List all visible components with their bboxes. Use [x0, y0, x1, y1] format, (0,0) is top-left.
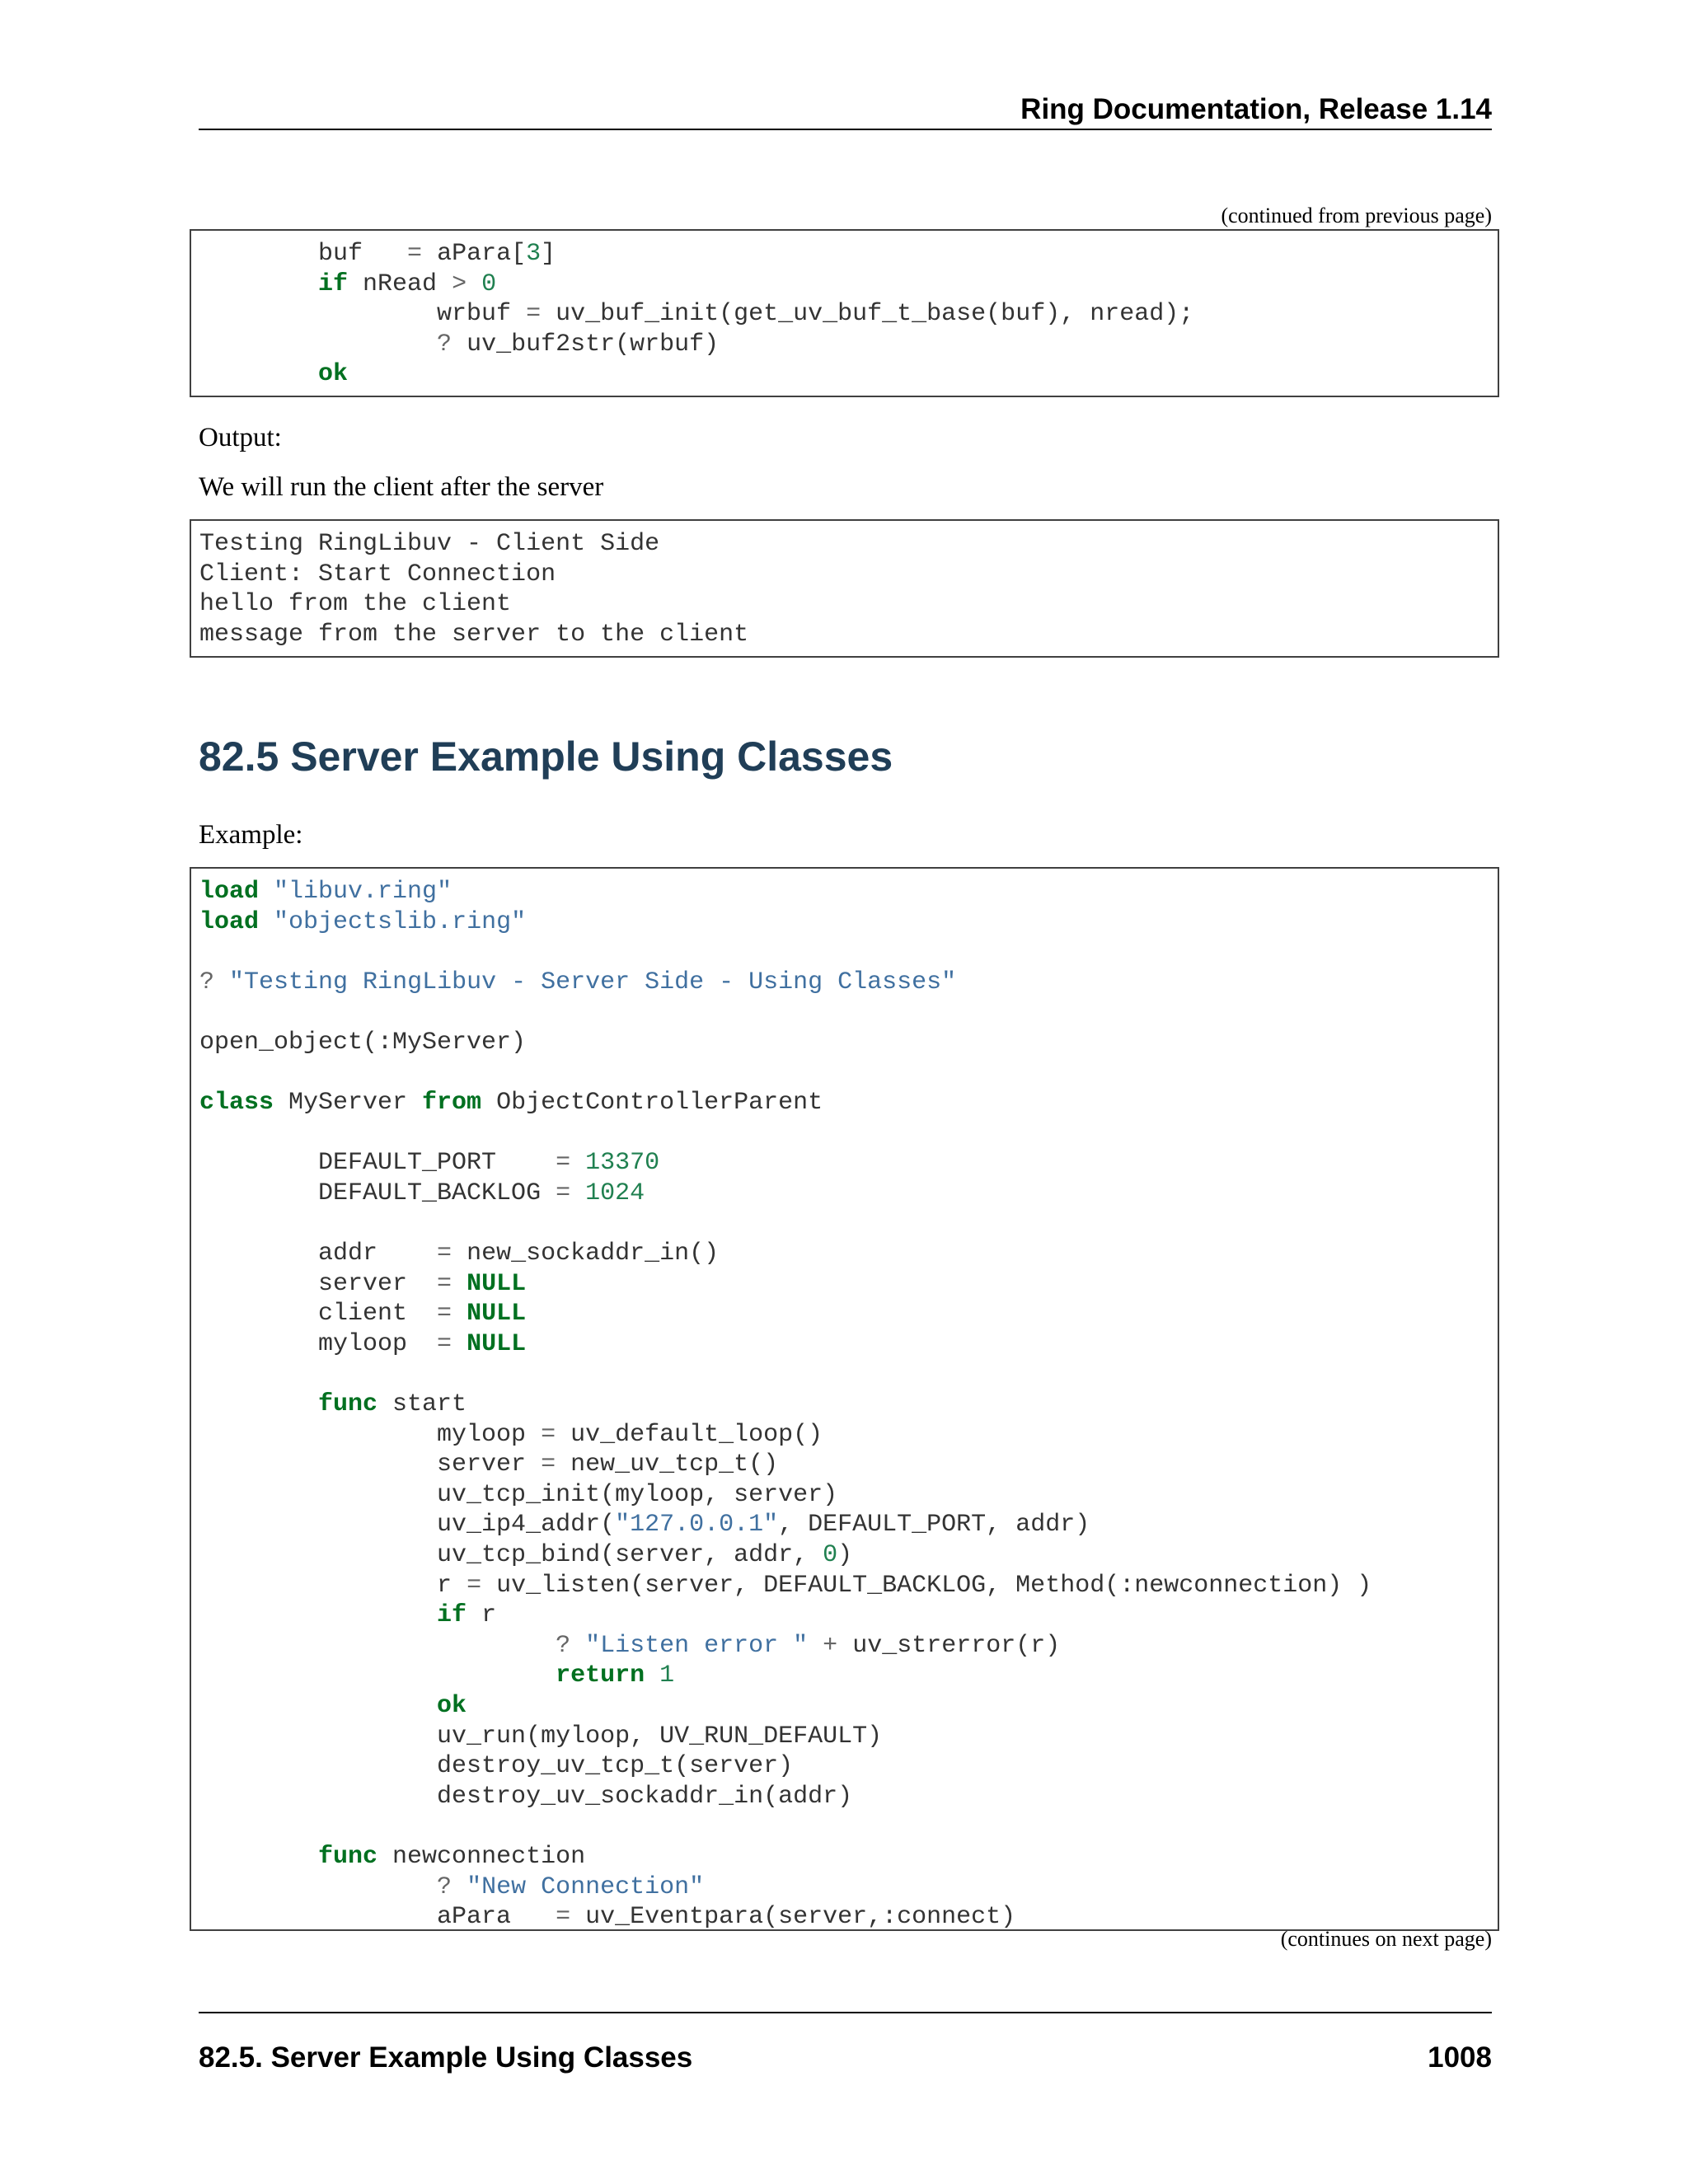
code-token: 1024: [585, 1179, 645, 1207]
code-token: uv_ip4_addr(: [199, 1511, 616, 1540]
code-line: [199, 269, 1193, 300]
code-line: [199, 1118, 1372, 1149]
output-block-content: [199, 529, 748, 649]
footer-page-number: 1008: [1428, 2041, 1492, 2074]
section-heading: 82.5 Server Example Using Classes: [199, 733, 893, 780]
code-line: [199, 1209, 1372, 1240]
code-line: [199, 997, 1372, 1028]
code-line: [199, 1751, 1372, 1782]
code-token: buf: [199, 240, 408, 268]
code-token: ]: [541, 240, 556, 268]
code-line: [199, 877, 1372, 907]
code-line: [199, 529, 748, 560]
code-token: uv_buf_init(get_uv_buf_t_base(buf), nread);: [541, 300, 1194, 329]
code-token: Testing RingLibuv - Client Side: [199, 530, 660, 558]
code-token: if: [437, 1601, 467, 1630]
code-token: from: [422, 1089, 482, 1118]
code-token: class: [199, 1089, 274, 1118]
code-token: myloop: [199, 1420, 542, 1449]
code-line: [199, 1329, 1372, 1360]
code-line: [199, 1661, 1372, 1691]
continued-from-note: (continued from previous page): [1221, 204, 1492, 227]
code-block-2: [190, 867, 1499, 1931]
code-token: NULL: [467, 1329, 527, 1358]
code-token: start: [377, 1390, 467, 1419]
code-token: [199, 1601, 437, 1629]
code-token: ok: [437, 1692, 467, 1721]
footer-rule: [199, 2012, 1492, 2013]
code-line: [199, 1148, 1372, 1179]
code-token: func: [318, 1843, 378, 1871]
code-line: [199, 1360, 1372, 1390]
code-line: [199, 1722, 1372, 1752]
code-token: [214, 968, 229, 996]
code-line: [199, 589, 748, 620]
code-token: r: [467, 1601, 497, 1630]
code-token: =: [437, 1329, 452, 1358]
document-header-title: Ring Documentation, Release 1.14: [1020, 93, 1492, 125]
code-token: [199, 1692, 437, 1720]
code-line: [199, 1540, 1372, 1571]
code-line: [199, 1902, 1372, 1933]
code-token: =: [541, 1451, 556, 1479]
code-token: r: [199, 1571, 467, 1600]
code-token: uv_tcp_init(myloop, server): [199, 1480, 838, 1509]
code-token: , DEFAULT_PORT, addr): [778, 1511, 1090, 1540]
code-token: "Listen error ": [585, 1631, 809, 1660]
continues-on-note: (continues on next page): [1280, 1927, 1492, 1951]
code-token: [808, 1632, 823, 1660]
code-token: [199, 1390, 318, 1418]
code-line: [199, 1480, 1372, 1511]
code-line: [199, 1179, 1372, 1209]
code-token: load: [199, 878, 260, 906]
code-token: 0: [823, 1541, 838, 1570]
code-token: [570, 1632, 585, 1660]
code-token: uv_listen(server, DEFAULT_BACKLOG, Method(:newconnection) ): [481, 1571, 1372, 1600]
code-token: 3: [526, 240, 542, 268]
code-token: server: [199, 1269, 438, 1298]
code-token: destroy_uv_sockaddr_in(addr): [199, 1782, 853, 1811]
code-token: =: [407, 240, 423, 268]
output-description: We will run the client after the server: [199, 472, 604, 502]
code-token: addr: [199, 1240, 438, 1268]
code-token: destroy_uv_tcp_t(server): [199, 1752, 794, 1781]
code-line: [199, 1239, 1372, 1269]
code-token: nRead: [348, 269, 452, 298]
code-line: [199, 299, 1193, 330]
code-token: [199, 1873, 437, 1901]
code-token: [199, 270, 318, 298]
code-token: "127.0.0.1": [615, 1511, 779, 1540]
code-token: +: [823, 1631, 838, 1660]
code-token: =: [437, 1300, 452, 1329]
code-token: ok: [318, 360, 349, 389]
code-token: uv_tcp_bind(server, addr,: [199, 1541, 823, 1570]
code-token: message from the server to the client: [199, 620, 749, 649]
code-token: [199, 1661, 556, 1690]
code-token: [452, 1873, 467, 1901]
code-token: [199, 360, 318, 388]
code-line: [199, 359, 1193, 390]
code-token: NULL: [467, 1269, 527, 1298]
code-token: return: [556, 1661, 645, 1690]
code-line: [199, 1390, 1372, 1420]
code-line: [199, 1631, 1372, 1661]
code-token: 13370: [585, 1149, 660, 1178]
code-token: "Testing RingLibuv - Server Side - Using Classes": [229, 968, 957, 996]
footer-section-title: 82.5. Server Example Using Classes: [199, 2041, 693, 2074]
code-token: hello from the client: [199, 590, 512, 619]
code-token: uv_default_loop(): [556, 1420, 823, 1449]
code-token: [645, 1661, 659, 1690]
example-label: Example:: [199, 820, 303, 850]
code-line: [199, 1782, 1372, 1812]
code-line: [199, 1872, 1372, 1903]
code-token: "New Connection": [467, 1872, 705, 1901]
code-line: [199, 1510, 1372, 1540]
code-token: wrbuf: [199, 300, 527, 329]
code-block-1-content: [199, 239, 1193, 390]
code-line: [199, 937, 1372, 968]
code-token: ?: [437, 1872, 452, 1901]
code-line: [199, 1842, 1372, 1872]
code-line: [199, 1269, 1372, 1300]
code-line: [199, 1691, 1372, 1722]
code-token: ?: [199, 968, 215, 996]
code-token: [199, 1632, 556, 1660]
code-token: =: [556, 1149, 571, 1178]
code-line: [199, 907, 1372, 938]
code-token: Client: Start Connection: [199, 560, 556, 588]
code-token: myloop: [199, 1329, 438, 1358]
code-token: =: [541, 1420, 556, 1449]
code-token: =: [437, 1240, 452, 1268]
code-token: ObjectControllerParent: [481, 1089, 823, 1118]
code-token: =: [437, 1269, 452, 1298]
code-token: new_uv_tcp_t(): [556, 1451, 779, 1479]
code-token: =: [556, 1179, 571, 1207]
code-line: [199, 330, 1193, 360]
code-token: server: [199, 1451, 542, 1479]
code-token: ?: [437, 330, 452, 359]
code-token: [452, 1300, 467, 1328]
code-line: [199, 1601, 1372, 1631]
code-token: [467, 270, 481, 298]
code-token: load: [199, 907, 260, 936]
code-token: open_object(:MyServer): [199, 1028, 527, 1057]
code-line: [199, 620, 748, 650]
code-token: ?: [556, 1631, 571, 1660]
code-block-1: [190, 229, 1499, 397]
code-line: [199, 239, 1193, 269]
code-line: [199, 1571, 1372, 1601]
code-token: func: [318, 1390, 378, 1419]
code-token: DEFAULT_BACKLOG: [199, 1179, 556, 1207]
code-token: [452, 1330, 467, 1358]
code-line: [199, 1028, 1372, 1058]
code-token: newconnection: [377, 1843, 586, 1871]
code-token: [199, 330, 437, 359]
code-line: [199, 1420, 1372, 1451]
code-token: ): [837, 1541, 853, 1570]
code-line: [199, 968, 1372, 998]
code-line: [199, 1450, 1372, 1480]
code-token: aPara[: [422, 240, 527, 268]
header-rule: [199, 129, 1492, 130]
code-token: new_sockaddr_in(): [452, 1240, 720, 1268]
code-token: aPara: [199, 1903, 556, 1932]
code-token: 0: [481, 269, 497, 298]
code-token: [259, 908, 274, 936]
code-token: "libuv.ring": [274, 878, 452, 906]
code-token: 1: [659, 1661, 675, 1690]
code-token: [570, 1149, 585, 1177]
code-token: if: [318, 269, 349, 298]
code-token: [570, 1179, 585, 1207]
code-token: uv_run(myloop, UV_RUN_DEFAULT): [199, 1722, 883, 1750]
code-token: NULL: [467, 1300, 527, 1329]
code-token: [199, 1843, 318, 1871]
code-line: [199, 1088, 1372, 1118]
code-token: =: [467, 1571, 482, 1600]
output-block: [190, 519, 1499, 658]
code-line: [199, 1058, 1372, 1089]
code-token: >: [452, 269, 467, 298]
code-token: =: [526, 300, 542, 329]
code-token: DEFAULT_PORT: [199, 1149, 556, 1178]
code-block-2-content: [199, 877, 1372, 1933]
code-token: [259, 878, 274, 906]
code-token: uv_buf2str(wrbuf): [452, 330, 720, 359]
code-token: [452, 1270, 467, 1298]
code-token: uv_strerror(r): [837, 1631, 1061, 1660]
code-token: uv_Eventpara(server,:connect): [570, 1903, 1016, 1932]
code-token: client: [199, 1300, 438, 1329]
output-label: Output:: [199, 423, 282, 452]
code-line: [199, 1299, 1372, 1329]
code-line: [199, 560, 748, 590]
code-token: MyServer: [274, 1089, 423, 1118]
code-token: =: [556, 1903, 571, 1932]
code-token: "objectslib.ring": [274, 907, 527, 936]
code-line: [199, 1811, 1372, 1842]
